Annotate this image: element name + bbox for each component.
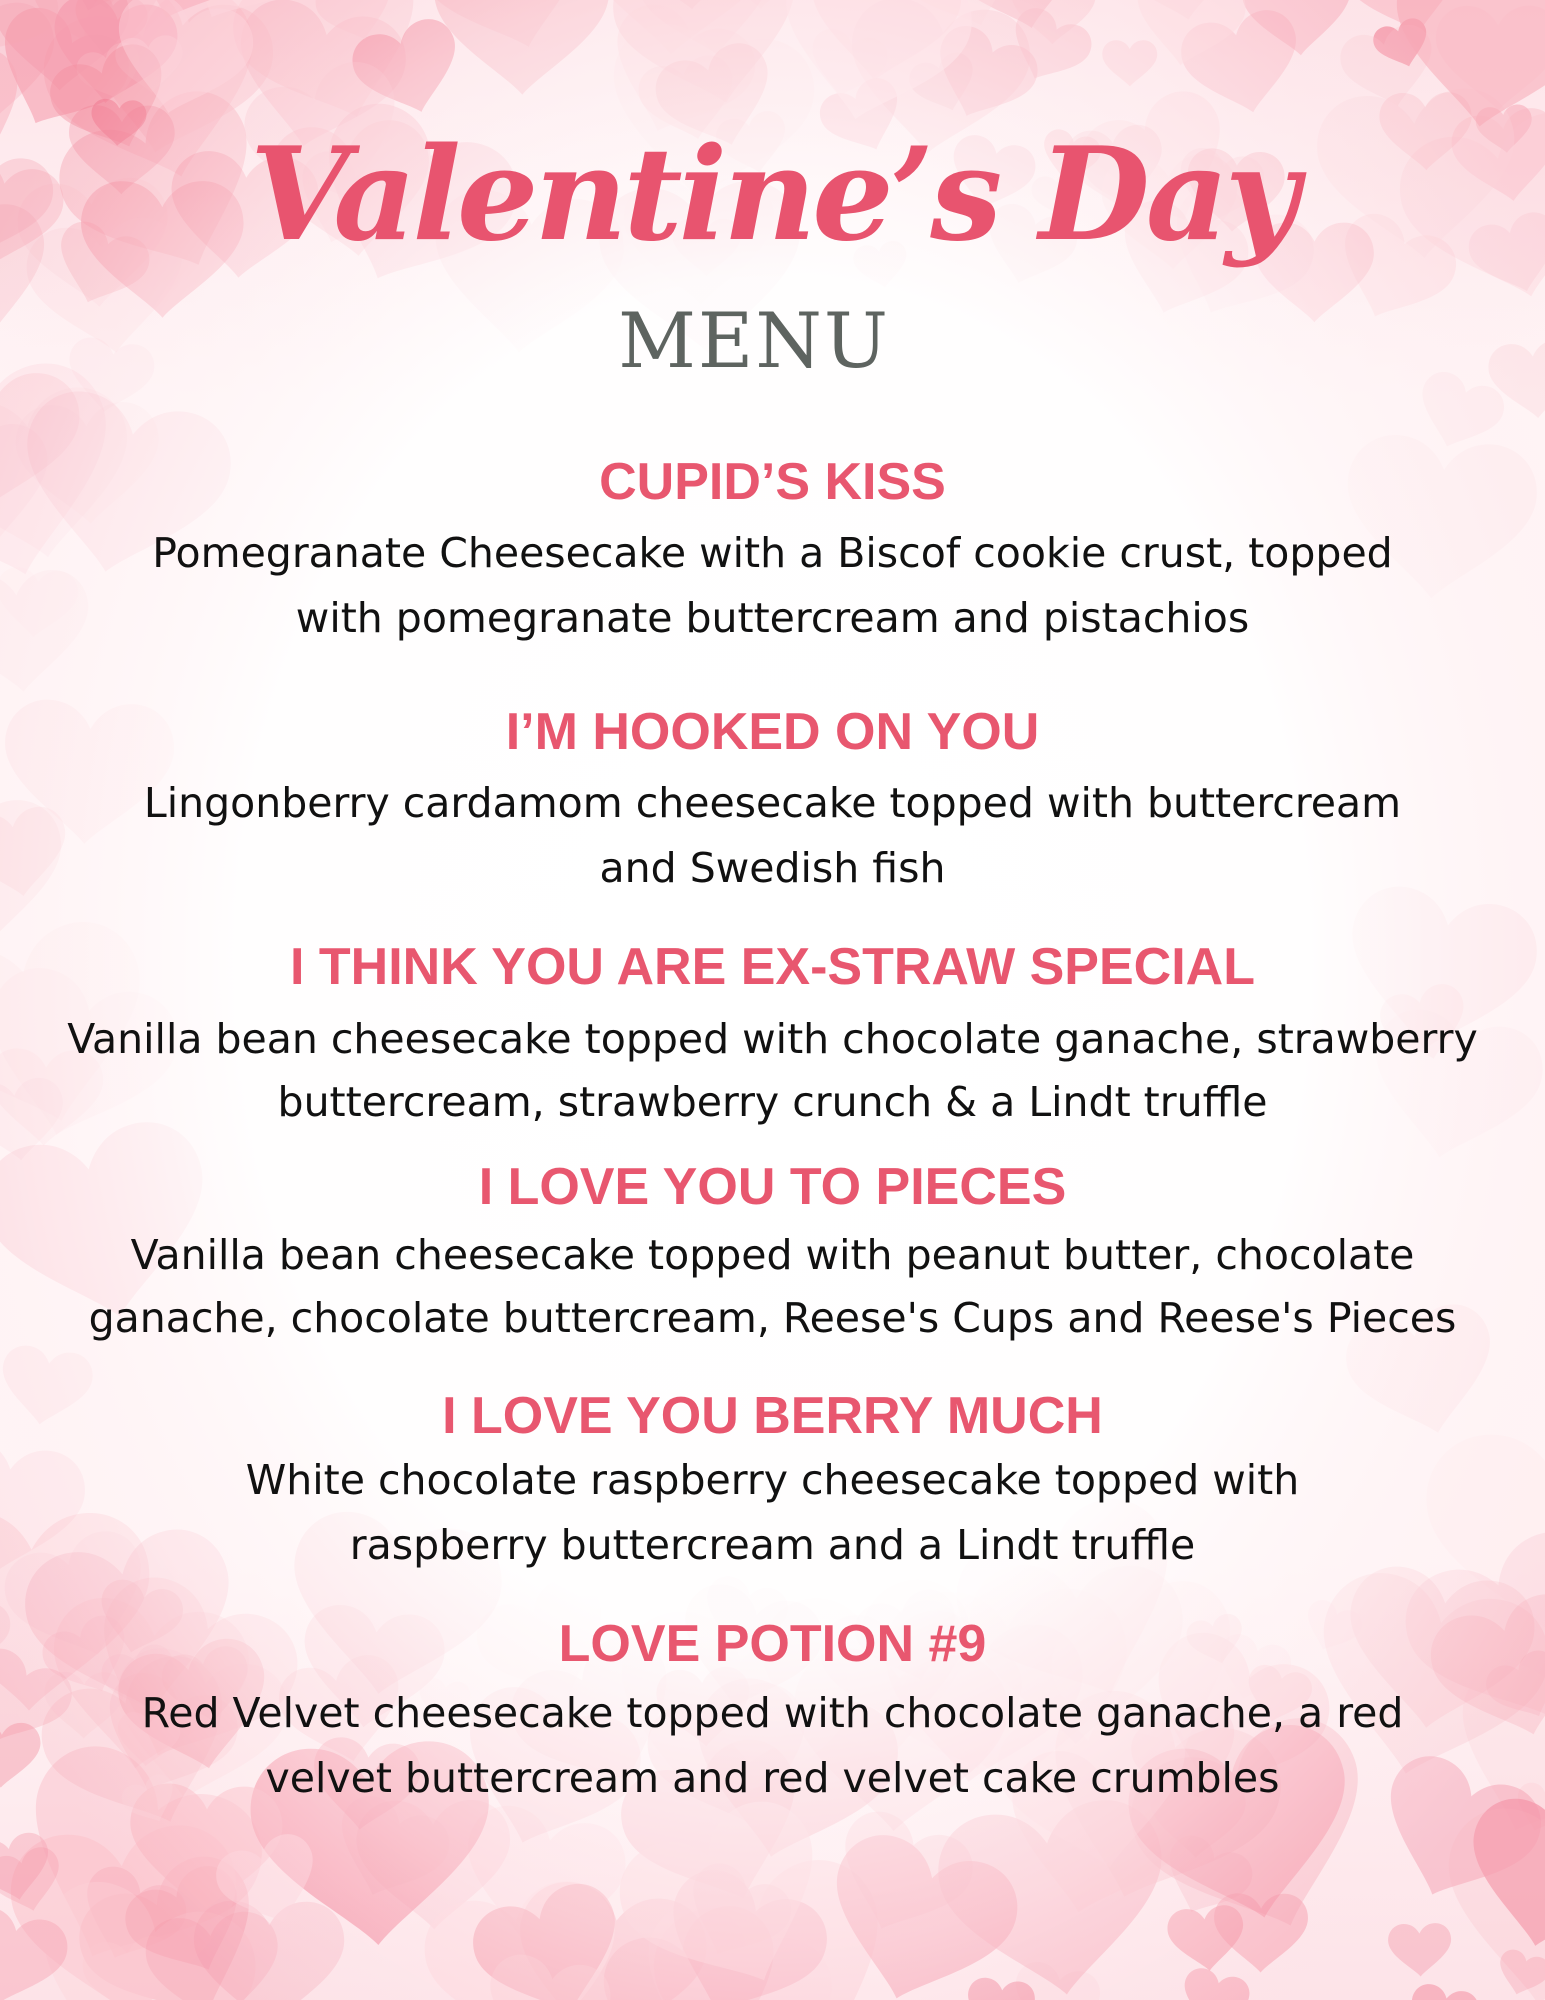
item-name-hooked-on-you: I’M HOOKED ON YOU xyxy=(505,703,1040,761)
item-desc-line: White chocolate raspberry cheesecake topped with xyxy=(245,1456,1300,1504)
item-desc-line: Pomegranate Cheesecake with a Biscof cookie crust, topped xyxy=(152,529,1393,577)
item-name-cupids-kiss: CUPID’S KISS xyxy=(599,453,946,511)
item-desc-line: buttercream, strawberry crunch & a Lindt truffle xyxy=(277,1078,1268,1126)
menu-title: Valentine’s Day xyxy=(249,120,1296,270)
item-name-berry-much: I LOVE YOU BERRY MUCH xyxy=(442,1387,1103,1445)
item-desc-line: Vanilla bean cheesecake topped with chocolate ganache, strawberry xyxy=(67,1015,1478,1063)
item-name-love-potion-9: LOVE POTION #9 xyxy=(558,1615,987,1673)
item-desc-line: velvet buttercream and red velvet cake crumbles xyxy=(265,1754,1280,1802)
item-desc-line: ganache, chocolate buttercream, Reese's Cups and Reese's Pieces xyxy=(88,1294,1457,1342)
item-desc-line: Red Velvet cheesecake topped with chocolate ganache, a red xyxy=(141,1689,1404,1737)
item-desc-line: Lingonberry cardamom cheesecake topped with buttercream xyxy=(143,779,1402,827)
menu-subtitle: MENU xyxy=(618,296,890,385)
item-desc-line: Vanilla bean cheesecake topped with peanut butter, chocolate xyxy=(130,1231,1415,1279)
item-name-love-you-to-pieces: I LOVE YOU TO PIECES xyxy=(478,1158,1067,1216)
item-desc-line: with pomegranate buttercream and pistachios xyxy=(295,594,1250,642)
item-desc-line: and Swedish fish xyxy=(599,844,946,892)
item-desc-line: raspberry buttercream and a Lindt truffle xyxy=(349,1521,1196,1569)
item-name-ex-straw-special: I THINK YOU ARE EX-STRAW SPECIAL xyxy=(290,938,1255,996)
